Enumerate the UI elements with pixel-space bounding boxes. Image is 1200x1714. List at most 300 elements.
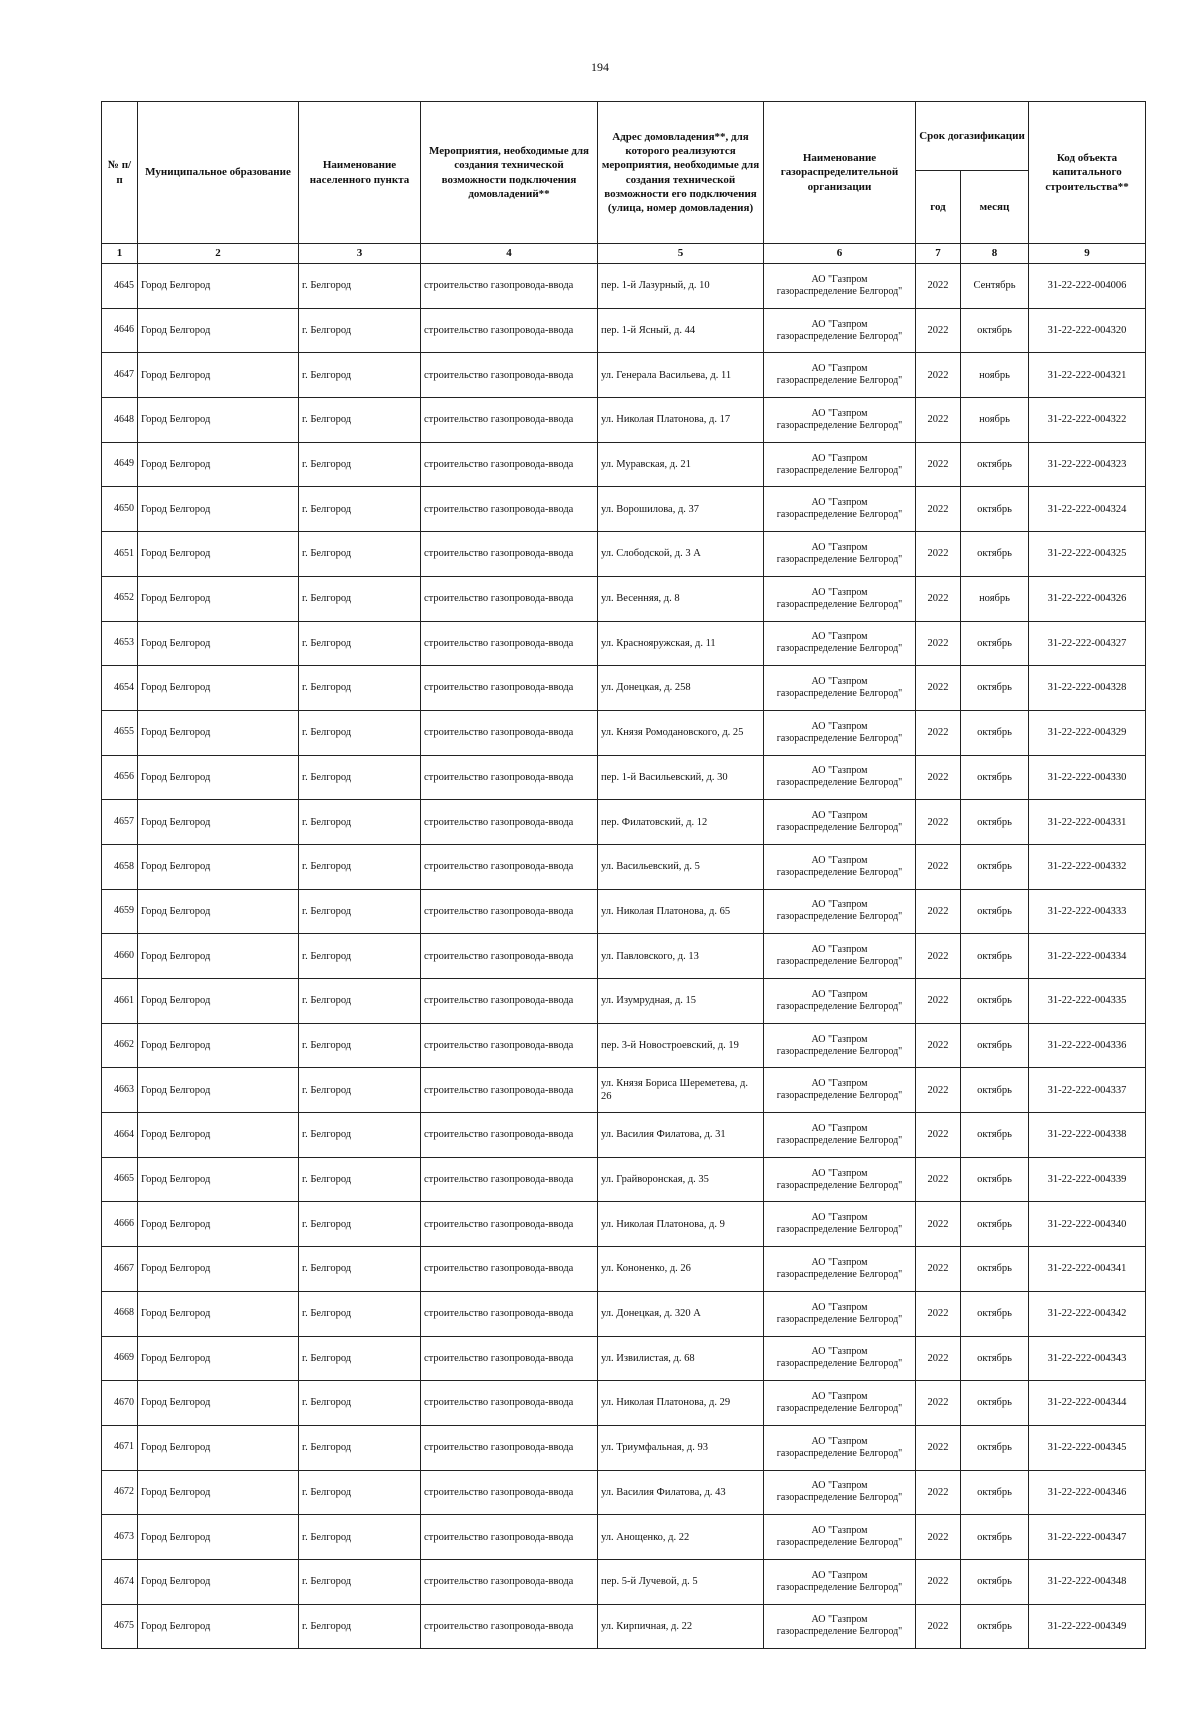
- organization-line-2: газораспределение Белгород": [776, 688, 903, 700]
- organization-line-1: АО "Газпром: [811, 854, 868, 866]
- row-settlement: г. Белгород: [299, 398, 421, 443]
- row-number: 4660: [102, 934, 138, 979]
- organization-line-2: газораспределение Белгород": [776, 911, 903, 923]
- row-year: 2022: [916, 1515, 961, 1560]
- row-year: 2022: [916, 1068, 961, 1113]
- row-year: 2022: [916, 1425, 961, 1470]
- row-number: 4666: [102, 1202, 138, 1247]
- organization-line-2: газораспределение Белгород": [776, 1268, 903, 1280]
- row-municipality: Город Белгород: [138, 1023, 299, 1068]
- row-organization: [764, 800, 916, 845]
- organization-line-1: АО "Газпром: [811, 452, 868, 464]
- row-municipality: Город Белгород: [138, 1425, 299, 1470]
- row-number: 4668: [102, 1291, 138, 1336]
- row-object-code: 31-22-222-004329: [1029, 710, 1146, 755]
- header-number: № п/п: [102, 102, 138, 244]
- row-settlement: г. Белгород: [299, 1336, 421, 1381]
- row-month: октябрь: [961, 979, 1029, 1024]
- row-municipality: Город Белгород: [138, 1202, 299, 1247]
- row-month: октябрь: [961, 532, 1029, 577]
- row-year: 2022: [916, 1202, 961, 1247]
- row-address: ул. Николая Платонова, д. 65: [598, 889, 764, 934]
- organization-line-2: газораспределение Белгород": [776, 956, 903, 968]
- row-measure: строительство газопровода-ввода: [421, 1336, 598, 1381]
- table-row: [102, 264, 1146, 309]
- gasification-table: [101, 101, 1146, 1649]
- row-measure: строительство газопровода-ввода: [421, 1202, 598, 1247]
- row-object-code: 31-22-222-004348: [1029, 1559, 1146, 1604]
- table-row: [102, 1604, 1146, 1649]
- row-address: ул. Триумфальная, д. 93: [598, 1425, 764, 1470]
- row-address: ул. Ворошилова, д. 37: [598, 487, 764, 532]
- row-settlement: г. Белгород: [299, 1604, 421, 1649]
- row-municipality: Город Белгород: [138, 1247, 299, 1292]
- row-address: ул. Изумрудная, д. 15: [598, 979, 764, 1024]
- row-organization: [764, 308, 916, 353]
- row-settlement: г. Белгород: [299, 1247, 421, 1292]
- row-month: октябрь: [961, 1202, 1029, 1247]
- row-address: пер. 3-й Новостроевский, д. 19: [598, 1023, 764, 1068]
- organization-line-2: газораспределение Белгород": [776, 777, 903, 789]
- row-organization: [764, 532, 916, 577]
- row-year: 2022: [916, 1559, 961, 1604]
- row-measure: строительство газопровода-ввода: [421, 710, 598, 755]
- table-row: [102, 934, 1146, 979]
- organization-line-1: АО "Газпром: [811, 497, 868, 509]
- row-number: 4659: [102, 889, 138, 934]
- row-settlement: г. Белгород: [299, 889, 421, 934]
- row-object-code: 31-22-222-004335: [1029, 979, 1146, 1024]
- table-row: [102, 1157, 1146, 1202]
- row-number: 4645: [102, 264, 138, 309]
- column-number: 4: [421, 244, 598, 264]
- column-number: 3: [299, 244, 421, 264]
- row-object-code: 31-22-222-004347: [1029, 1515, 1146, 1560]
- table-row: [102, 1068, 1146, 1113]
- row-month: ноябрь: [961, 398, 1029, 443]
- row-organization: [764, 1157, 916, 1202]
- row-municipality: Город Белгород: [138, 1604, 299, 1649]
- organization-line-1: АО "Газпром: [811, 363, 868, 375]
- organization-line-2: газораспределение Белгород": [776, 1447, 903, 1459]
- row-number: 4674: [102, 1559, 138, 1604]
- row-municipality: Город Белгород: [138, 1381, 299, 1426]
- row-measure: строительство газопровода-ввода: [421, 532, 598, 577]
- organization-line-1: АО "Газпром: [811, 541, 868, 553]
- organization-line-1: АО "Газпром: [811, 1033, 868, 1045]
- row-organization: [764, 487, 916, 532]
- row-month: октябрь: [961, 1023, 1029, 1068]
- row-municipality: Город Белгород: [138, 398, 299, 443]
- row-municipality: Город Белгород: [138, 844, 299, 889]
- row-object-code: 31-22-222-004321: [1029, 353, 1146, 398]
- row-number: 4663: [102, 1068, 138, 1113]
- row-address: пер. Филатовский, д. 12: [598, 800, 764, 845]
- row-settlement: г. Белгород: [299, 532, 421, 577]
- row-address: ул. Весенняя, д. 8: [598, 576, 764, 621]
- row-address: ул. Николая Платонова, д. 29: [598, 1381, 764, 1426]
- row-address: ул. Муравская, д. 21: [598, 442, 764, 487]
- column-number: 2: [138, 244, 299, 264]
- table-row: [102, 621, 1146, 666]
- organization-line-1: АО "Газпром: [811, 318, 868, 330]
- row-measure: строительство газопровода-ввода: [421, 576, 598, 621]
- row-organization: [764, 1247, 916, 1292]
- row-address: ул. Павловского, д. 13: [598, 934, 764, 979]
- row-year: 2022: [916, 532, 961, 577]
- table-row: [102, 308, 1146, 353]
- row-year: 2022: [916, 264, 961, 309]
- table-row: [102, 576, 1146, 621]
- table-row: [102, 1559, 1146, 1604]
- row-year: 2022: [916, 308, 961, 353]
- organization-line-1: АО "Газпром: [811, 944, 868, 956]
- row-municipality: Город Белгород: [138, 889, 299, 934]
- row-address: пер. 5-й Лучевой, д. 5: [598, 1559, 764, 1604]
- row-number: 4652: [102, 576, 138, 621]
- row-number: 4646: [102, 308, 138, 353]
- organization-line-1: АО "Газпром: [811, 1212, 868, 1224]
- row-address: ул. Васильевский, д. 5: [598, 844, 764, 889]
- row-object-code: 31-22-222-004328: [1029, 666, 1146, 711]
- organization-line-2: газораспределение Белгород": [776, 866, 903, 878]
- row-address: ул. Донецкая, д. 320 А: [598, 1291, 764, 1336]
- row-month: октябрь: [961, 889, 1029, 934]
- row-address: ул. Василия Филатова, д. 31: [598, 1113, 764, 1158]
- row-number: 4649: [102, 442, 138, 487]
- row-organization: [764, 1291, 916, 1336]
- row-organization: [764, 1515, 916, 1560]
- row-address: ул. Князя Бориса Шереметева, д. 26: [598, 1068, 764, 1113]
- row-measure: строительство газопровода-ввода: [421, 264, 598, 309]
- organization-line-1: АО "Газпром: [811, 631, 868, 643]
- row-municipality: Город Белгород: [138, 442, 299, 487]
- row-municipality: Город Белгород: [138, 353, 299, 398]
- row-settlement: г. Белгород: [299, 1559, 421, 1604]
- row-month: октябрь: [961, 800, 1029, 845]
- table-row: [102, 710, 1146, 755]
- row-settlement: г. Белгород: [299, 1202, 421, 1247]
- row-organization: [764, 666, 916, 711]
- organization-line-2: газораспределение Белгород": [776, 1537, 903, 1549]
- row-municipality: Город Белгород: [138, 264, 299, 309]
- row-settlement: г. Белгород: [299, 1515, 421, 1560]
- row-municipality: Город Белгород: [138, 1559, 299, 1604]
- row-month: октябрь: [961, 308, 1029, 353]
- row-object-code: 31-22-222-004346: [1029, 1470, 1146, 1515]
- table-row: [102, 1425, 1146, 1470]
- row-month: октябрь: [961, 621, 1029, 666]
- table-row: [102, 442, 1146, 487]
- row-settlement: г. Белгород: [299, 576, 421, 621]
- row-year: 2022: [916, 621, 961, 666]
- row-organization: [764, 1470, 916, 1515]
- row-municipality: Город Белгород: [138, 666, 299, 711]
- organization-line-1: АО "Газпром: [811, 1122, 868, 1134]
- organization-line-2: газораспределение Белгород": [776, 1313, 903, 1325]
- row-municipality: Город Белгород: [138, 1470, 299, 1515]
- column-number: 1: [102, 244, 138, 264]
- row-measure: строительство газопровода-ввода: [421, 889, 598, 934]
- row-municipality: Город Белгород: [138, 621, 299, 666]
- organization-line-2: газораспределение Белгород": [776, 330, 903, 342]
- row-organization: [764, 755, 916, 800]
- row-organization: [764, 353, 916, 398]
- row-year: 2022: [916, 800, 961, 845]
- organization-line-2: газораспределение Белгород": [776, 1045, 903, 1057]
- row-number: 4669: [102, 1336, 138, 1381]
- column-number: 7: [916, 244, 961, 264]
- row-month: Сентябрь: [961, 264, 1029, 309]
- row-month: октябрь: [961, 1113, 1029, 1158]
- column-number: 6: [764, 244, 916, 264]
- row-settlement: г. Белгород: [299, 621, 421, 666]
- table-row: [102, 800, 1146, 845]
- row-object-code: 31-22-222-004349: [1029, 1604, 1146, 1649]
- row-settlement: г. Белгород: [299, 1470, 421, 1515]
- row-year: 2022: [916, 889, 961, 934]
- row-address: пер. 1-й Ясный, д. 44: [598, 308, 764, 353]
- row-month: октябрь: [961, 1604, 1029, 1649]
- row-municipality: Город Белгород: [138, 1068, 299, 1113]
- row-measure: строительство газопровода-ввода: [421, 442, 598, 487]
- organization-line-1: АО "Газпром: [811, 1078, 868, 1090]
- table-row: [102, 1291, 1146, 1336]
- row-settlement: г. Белгород: [299, 800, 421, 845]
- row-address: пер. 1-й Лазурный, д. 10: [598, 264, 764, 309]
- row-object-code: 31-22-222-004322: [1029, 398, 1146, 443]
- row-organization: [764, 1068, 916, 1113]
- row-month: октябрь: [961, 1247, 1029, 1292]
- row-municipality: Город Белгород: [138, 1113, 299, 1158]
- row-settlement: г. Белгород: [299, 1425, 421, 1470]
- row-year: 2022: [916, 710, 961, 755]
- organization-line-2: газораспределение Белгород": [776, 1581, 903, 1593]
- row-measure: строительство газопровода-ввода: [421, 1023, 598, 1068]
- row-settlement: г. Белгород: [299, 1113, 421, 1158]
- organization-line-1: АО "Газпром: [811, 765, 868, 777]
- organization-line-2: газораспределение Белгород": [776, 643, 903, 655]
- row-settlement: г. Белгород: [299, 934, 421, 979]
- organization-line-1: АО "Газпром: [811, 1435, 868, 1447]
- row-object-code: 31-22-222-004320: [1029, 308, 1146, 353]
- row-address: ул. Николая Платонова, д. 17: [598, 398, 764, 443]
- organization-line-1: АО "Газпром: [811, 273, 868, 285]
- row-number: 4664: [102, 1113, 138, 1158]
- row-year: 2022: [916, 1336, 961, 1381]
- row-municipality: Город Белгород: [138, 710, 299, 755]
- table-row: [102, 532, 1146, 577]
- row-address: ул. Извилистая, д. 68: [598, 1336, 764, 1381]
- header-month: месяц: [961, 171, 1029, 244]
- row-year: 2022: [916, 934, 961, 979]
- row-object-code: 31-22-222-004341: [1029, 1247, 1146, 1292]
- row-organization: [764, 844, 916, 889]
- table-row: [102, 1515, 1146, 1560]
- row-organization: [764, 442, 916, 487]
- table-row: [102, 1023, 1146, 1068]
- table-row: [102, 844, 1146, 889]
- row-municipality: Город Белгород: [138, 979, 299, 1024]
- header-year: год: [916, 171, 961, 244]
- row-number: 4675: [102, 1604, 138, 1649]
- table-row: [102, 1470, 1146, 1515]
- row-year: 2022: [916, 844, 961, 889]
- table-row: [102, 666, 1146, 711]
- organization-line-2: газораспределение Белгород": [776, 1179, 903, 1191]
- organization-line-1: АО "Газпром: [811, 1346, 868, 1358]
- row-number: 4648: [102, 398, 138, 443]
- row-number: 4658: [102, 844, 138, 889]
- row-number: 4672: [102, 1470, 138, 1515]
- table-row: [102, 1202, 1146, 1247]
- row-municipality: Город Белгород: [138, 1157, 299, 1202]
- row-year: 2022: [916, 1381, 961, 1426]
- row-year: 2022: [916, 1604, 961, 1649]
- row-object-code: 31-22-222-004326: [1029, 576, 1146, 621]
- row-address: ул. Грайворонская, д. 35: [598, 1157, 764, 1202]
- row-organization: [764, 1202, 916, 1247]
- row-number: 4671: [102, 1425, 138, 1470]
- row-organization: [764, 398, 916, 443]
- row-measure: строительство газопровода-ввода: [421, 1247, 598, 1292]
- organization-line-2: газораспределение Белгород": [776, 1403, 903, 1415]
- row-month: октябрь: [961, 1336, 1029, 1381]
- row-object-code: 31-22-222-004338: [1029, 1113, 1146, 1158]
- row-municipality: Город Белгород: [138, 487, 299, 532]
- row-year: 2022: [916, 398, 961, 443]
- row-number: 4657: [102, 800, 138, 845]
- row-measure: строительство газопровода-ввода: [421, 1604, 598, 1649]
- row-object-code: 31-22-222-004334: [1029, 934, 1146, 979]
- row-number: 4650: [102, 487, 138, 532]
- table-row: [102, 755, 1146, 800]
- row-object-code: 31-22-222-004344: [1029, 1381, 1146, 1426]
- row-number: 4673: [102, 1515, 138, 1560]
- row-month: октябрь: [961, 1425, 1029, 1470]
- organization-line-2: газораспределение Белгород": [776, 1358, 903, 1370]
- row-year: 2022: [916, 1113, 961, 1158]
- row-address: ул. Генерала Васильева, д. 11: [598, 353, 764, 398]
- organization-line-2: газораспределение Белгород": [776, 1000, 903, 1012]
- row-number: 4654: [102, 666, 138, 711]
- organization-line-2: газораспределение Белгород": [776, 822, 903, 834]
- organization-line-2: газораспределение Белгород": [776, 732, 903, 744]
- organization-line-1: АО "Газпром: [811, 899, 868, 911]
- organization-line-2: газораспределение Белгород": [776, 598, 903, 610]
- table-row: [102, 1247, 1146, 1292]
- row-month: октябрь: [961, 755, 1029, 800]
- table-body: [102, 264, 1146, 1649]
- row-month: октябрь: [961, 934, 1029, 979]
- row-month: октябрь: [961, 1291, 1029, 1336]
- organization-line-1: АО "Газпром: [811, 1301, 868, 1313]
- row-address: ул. Анощенко, д. 22: [598, 1515, 764, 1560]
- row-address: ул. Василия Филатова, д. 43: [598, 1470, 764, 1515]
- row-year: 2022: [916, 1470, 961, 1515]
- row-object-code: 31-22-222-004323: [1029, 442, 1146, 487]
- table-row: [102, 1381, 1146, 1426]
- row-month: октябрь: [961, 666, 1029, 711]
- row-number: 4665: [102, 1157, 138, 1202]
- row-organization: [764, 889, 916, 934]
- row-measure: строительство газопровода-ввода: [421, 1157, 598, 1202]
- row-object-code: 31-22-222-004337: [1029, 1068, 1146, 1113]
- row-organization: [764, 1559, 916, 1604]
- row-measure: строительство газопровода-ввода: [421, 1470, 598, 1515]
- organization-line-2: газораспределение Белгород": [776, 1626, 903, 1638]
- row-object-code: 31-22-222-004327: [1029, 621, 1146, 666]
- row-address: ул. Николая Платонова, д. 9: [598, 1202, 764, 1247]
- table-row: [102, 398, 1146, 443]
- row-month: октябрь: [961, 710, 1029, 755]
- row-object-code: 31-22-222-004333: [1029, 889, 1146, 934]
- row-object-code: 31-22-222-004342: [1029, 1291, 1146, 1336]
- organization-line-1: АО "Газпром: [811, 1614, 868, 1626]
- row-address: ул. Князя Ромодановского, д. 25: [598, 710, 764, 755]
- table-row: [102, 353, 1146, 398]
- table-row: [102, 1336, 1146, 1381]
- row-number: 4653: [102, 621, 138, 666]
- organization-line-2: газораспределение Белгород": [776, 509, 903, 521]
- row-month: октябрь: [961, 1559, 1029, 1604]
- row-number: 4662: [102, 1023, 138, 1068]
- row-year: 2022: [916, 755, 961, 800]
- row-address: ул. Кирпичная, д. 22: [598, 1604, 764, 1649]
- row-object-code: 31-22-222-004345: [1029, 1425, 1146, 1470]
- row-address: пер. 1-й Васильевский, д. 30: [598, 755, 764, 800]
- row-address: ул. Кононенко, д. 26: [598, 1247, 764, 1292]
- row-year: 2022: [916, 1023, 961, 1068]
- row-measure: строительство газопровода-ввода: [421, 1068, 598, 1113]
- organization-line-1: АО "Газпром: [811, 1480, 868, 1492]
- row-number: 4661: [102, 979, 138, 1024]
- row-month: октябрь: [961, 1515, 1029, 1560]
- row-number: 4656: [102, 755, 138, 800]
- row-object-code: 31-22-222-004325: [1029, 532, 1146, 577]
- organization-line-2: газораспределение Белгород": [776, 375, 903, 387]
- row-measure: строительство газопровода-ввода: [421, 398, 598, 443]
- column-number: 9: [1029, 244, 1146, 264]
- row-year: 2022: [916, 442, 961, 487]
- organization-line-1: АО "Газпром: [811, 810, 868, 822]
- header-settlement: Наименование населенного пункта: [299, 102, 421, 244]
- row-municipality: Город Белгород: [138, 1336, 299, 1381]
- row-year: 2022: [916, 666, 961, 711]
- row-settlement: г. Белгород: [299, 264, 421, 309]
- row-organization: [764, 1381, 916, 1426]
- row-measure: строительство газопровода-ввода: [421, 934, 598, 979]
- organization-line-2: газораспределение Белгород": [776, 1134, 903, 1146]
- row-measure: строительство газопровода-ввода: [421, 353, 598, 398]
- row-measure: строительство газопровода-ввода: [421, 1515, 598, 1560]
- row-municipality: Город Белгород: [138, 800, 299, 845]
- row-organization: [764, 1113, 916, 1158]
- row-settlement: г. Белгород: [299, 308, 421, 353]
- row-municipality: Город Белгород: [138, 1515, 299, 1560]
- table-row: [102, 889, 1146, 934]
- row-settlement: г. Белгород: [299, 1291, 421, 1336]
- organization-line-2: газораспределение Белгород": [776, 419, 903, 431]
- row-year: 2022: [916, 576, 961, 621]
- organization-line-2: газораспределение Белгород": [776, 1492, 903, 1504]
- row-address: ул. Слободской, д. 3 А: [598, 532, 764, 577]
- row-month: октябрь: [961, 442, 1029, 487]
- table-row: [102, 487, 1146, 532]
- row-organization: [764, 1604, 916, 1649]
- row-measure: строительство газопровода-ввода: [421, 800, 598, 845]
- column-number: 8: [961, 244, 1029, 264]
